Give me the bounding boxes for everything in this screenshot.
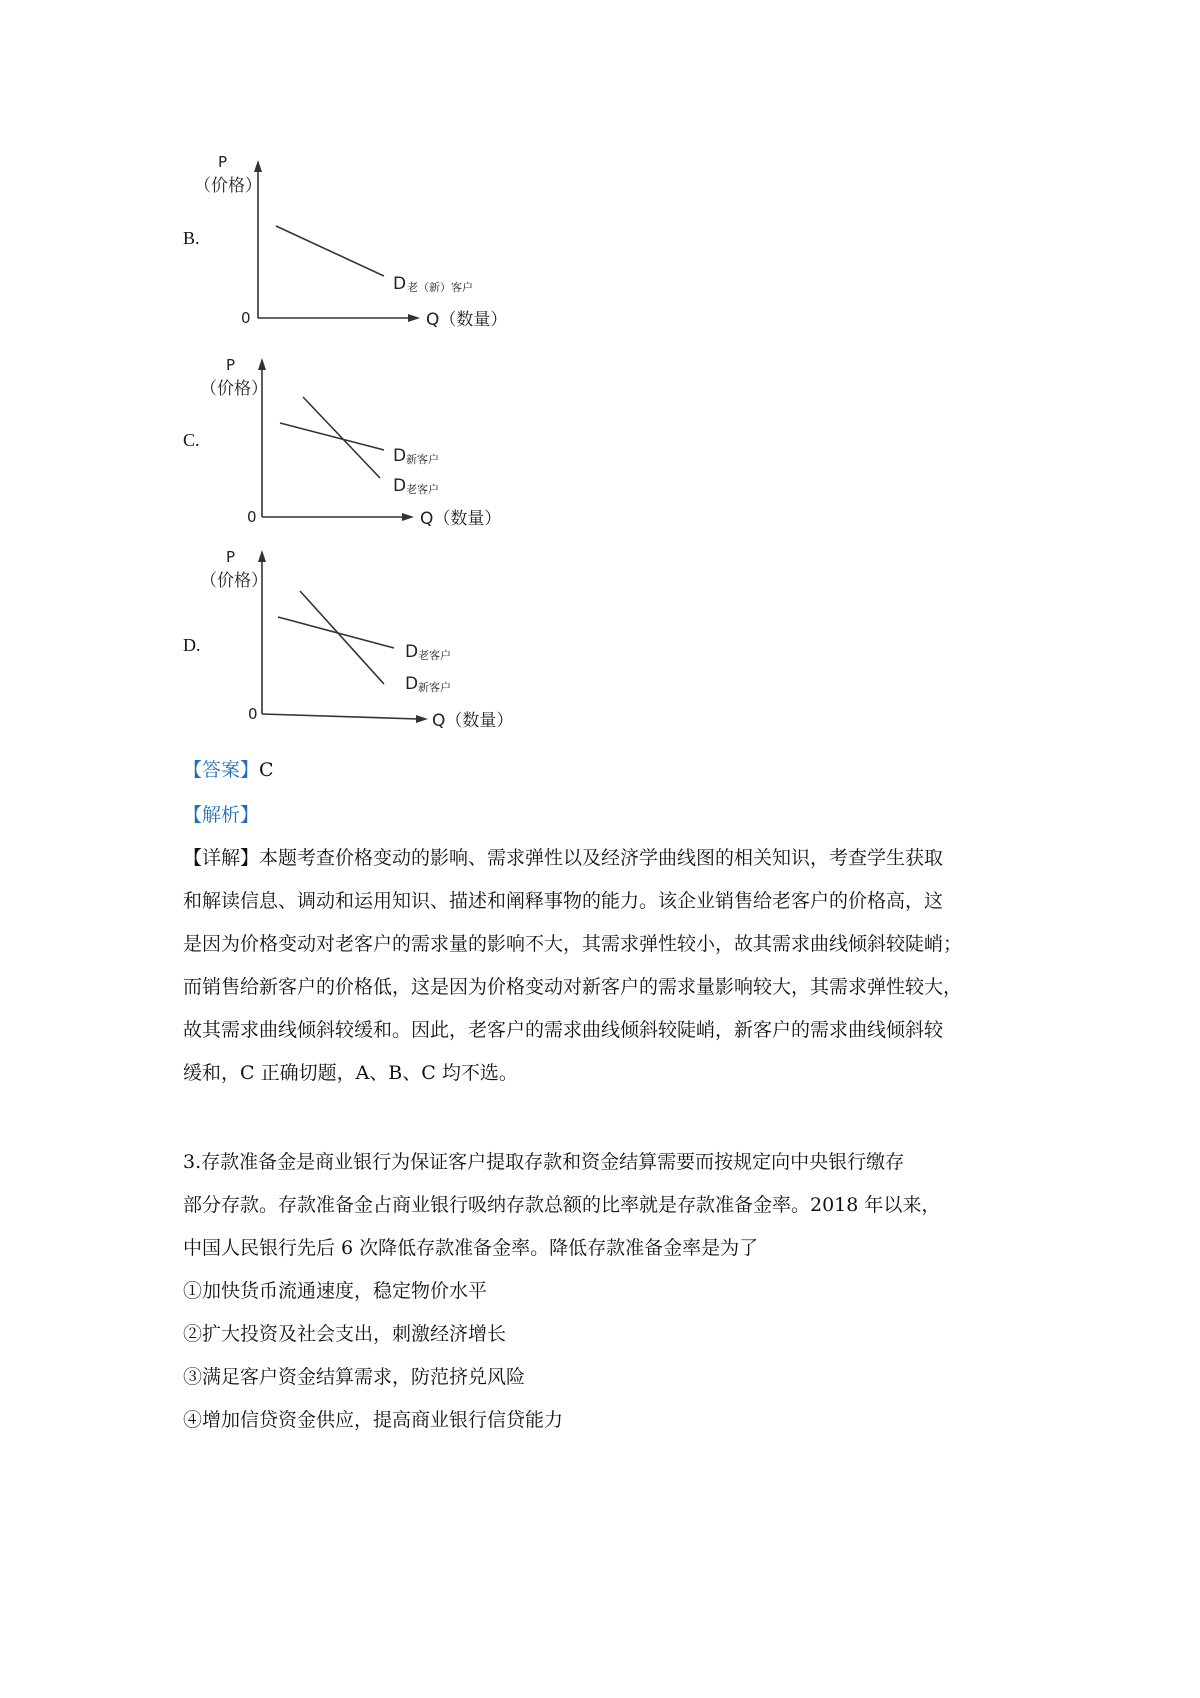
option-c-q-label: Q（数量） xyxy=(420,509,502,529)
question3-choice-3: ③满足客户资金结算需求，防范挤兑风险 xyxy=(183,1366,526,1388)
option-c-p-label: P xyxy=(226,356,236,374)
option-d-q-label: Q（数量） xyxy=(432,711,514,731)
detail-line-4: 而销售给新客户的价格低，这是因为价格变动对新客户的需求量影响较大，其需求弹性较大， xyxy=(183,976,963,998)
question3-choice-2: ②扩大投资及社会支出，刺激经济增长 xyxy=(183,1323,507,1345)
detail-line-3: 是因为价格变动对老客户的需求量的影响不大，其需求弹性较小，故其需求曲线倾斜较陡峭； xyxy=(183,933,963,955)
option-b-label: B. xyxy=(183,228,200,248)
option-c-curve2-d: D xyxy=(393,476,407,496)
option-d-label: D. xyxy=(183,635,201,655)
detail-tag: 【详解】 xyxy=(183,847,260,869)
answer-value: C xyxy=(259,759,274,781)
question3-line-1: 3.存款准备金是商业银行为保证客户提取存款和资金结算需要而按规定向中央银行缴存 xyxy=(183,1151,905,1173)
analysis-line xyxy=(183,800,259,827)
option-c-price-label: （价格） xyxy=(200,379,268,399)
answer-tag: 【答案】 xyxy=(183,759,260,781)
question3-choice-4: ④增加信贷资金供应，提高商业银行信贷能力 xyxy=(183,1409,564,1431)
y-axis-arrow-icon xyxy=(258,550,266,562)
option-c-label: C. xyxy=(183,430,200,450)
detail-line-6: 缓和，C 正确切题，A、B、C 均不选。 xyxy=(183,1062,518,1084)
detail-line-5: 故其需求曲线倾斜较缓和。因此，老客户的需求曲线倾斜较陡峭，新客户的需求曲线倾斜较 xyxy=(183,1019,944,1041)
option-b-price-label: （价格） xyxy=(194,176,262,196)
detail-line-2: 和解读信息、调动和运用知识、描述和阐释事物的能力。该企业销售给老客户的价格高，这 xyxy=(183,890,944,912)
option-b-q-label: Q（数量） xyxy=(426,310,508,330)
option-d-curve1-sub: 老客户 xyxy=(418,649,451,662)
question3-line-3: 中国人民银行先后 6 次降低存款准备金率。降低存款准备金率是为了 xyxy=(183,1237,759,1259)
detail-text: 本题考查价格变动的影响、需求弹性以及经济学曲线图的相关知识，考查学生获取 xyxy=(259,847,944,869)
option-b-origin: 0 xyxy=(241,309,251,327)
option-d-axes xyxy=(258,550,428,723)
option-b-curve-d: D xyxy=(393,274,407,294)
question3-line-2: 部分存款。存款准备金占商业银行吸纳存款总额的比率就是存款准备金率。2018 年以来， xyxy=(183,1194,941,1216)
option-c-origin: 0 xyxy=(247,508,257,526)
option-c-curve1-d: D xyxy=(393,446,407,466)
option-d-flat-curve xyxy=(278,617,394,648)
option-b-p-label: P xyxy=(218,153,228,171)
option-b-curve-sub: 老（新）客户 xyxy=(407,281,473,294)
question3-choice-1: ①加快货币流通速度，稳定物价水平 xyxy=(183,1280,488,1302)
option-d-steep-curve xyxy=(300,591,384,684)
option-d-curve2-d: D xyxy=(405,674,419,694)
option-d-origin: 0 xyxy=(248,705,258,723)
analysis-tag: 【解析】 xyxy=(183,804,260,826)
x-axis-arrow-icon xyxy=(416,715,428,723)
option-d-curve1-d: D xyxy=(405,642,419,662)
option-d-price-label: （价格） xyxy=(200,571,268,591)
option-c-curve1-sub: 新客户 xyxy=(406,453,439,466)
option-d-p-label: P xyxy=(226,548,236,566)
answer-line xyxy=(183,755,274,782)
detail-line-1 xyxy=(183,843,943,870)
option-d-curve2-sub: 新客户 xyxy=(418,681,451,694)
option-c-curve2-sub: 老客户 xyxy=(406,483,439,496)
